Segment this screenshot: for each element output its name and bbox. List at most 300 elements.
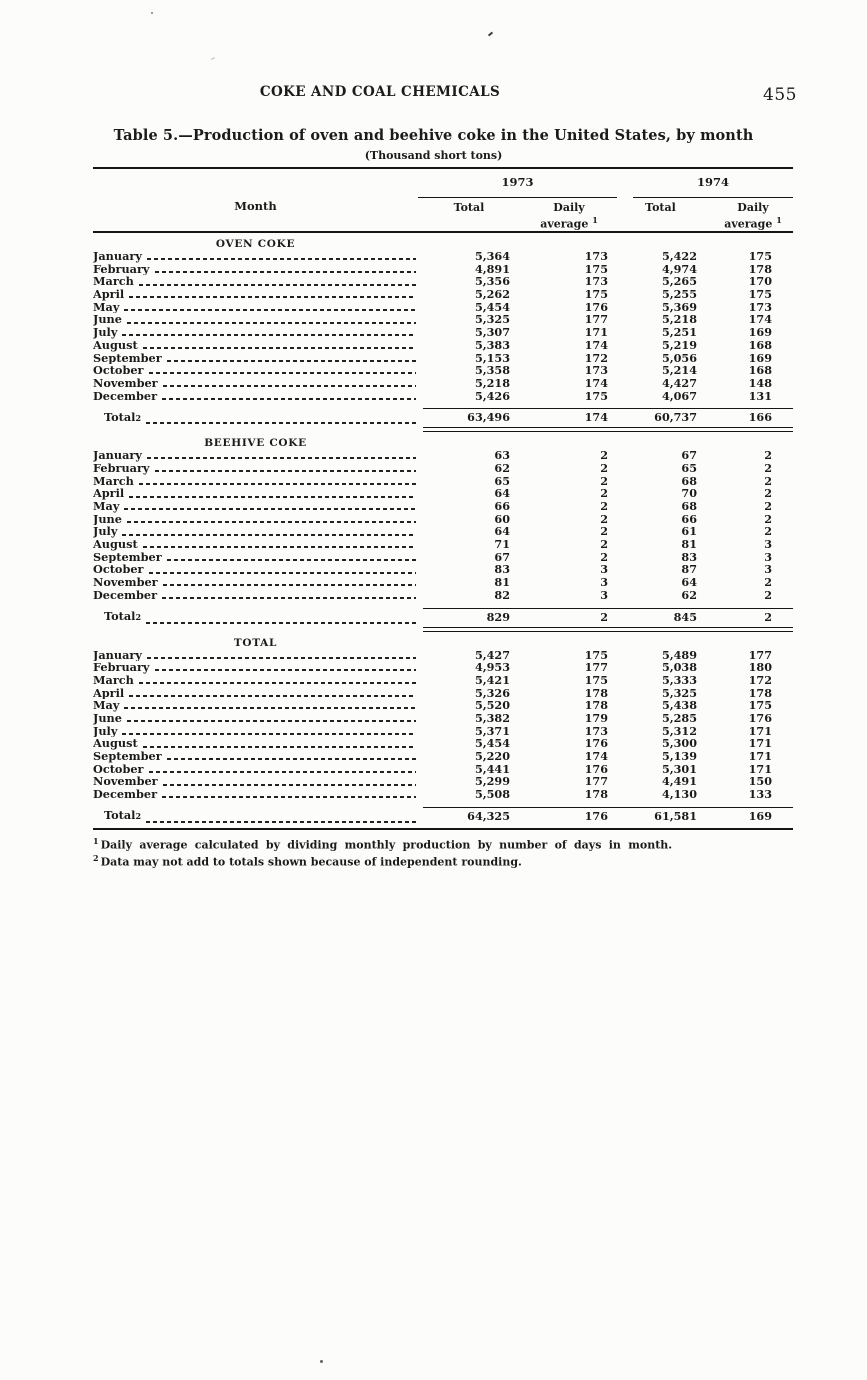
value-cell: 5,285 [661,710,697,725]
value-cell: 4,891 [474,261,510,276]
value-cell: 168 [748,337,772,352]
month-label: September [93,351,162,365]
value-cell: 5,251 [661,325,697,340]
daily-header-line2: average [724,217,773,231]
total-value-cell: 169 [748,808,772,823]
value-cell: 5,356 [474,274,510,289]
value-cell: 5,326 [474,685,510,700]
footnote-1-text: Daily average calculated by dividing monthly production by number of days in month. [100,838,673,852]
total-row [93,609,793,626]
value-cell: 148 [748,375,772,390]
value-cell: 175 [584,672,608,687]
value-cell: 5,312 [661,723,697,738]
month-cell [93,525,418,538]
month-label: May [93,300,120,314]
column-header-total-1974: Total [645,201,676,214]
table-row [93,661,793,674]
month-cell [93,750,418,763]
month-cell [93,737,418,750]
value-cell: 67 [681,448,697,463]
value-cell: 5,218 [661,312,697,327]
value-cell: 170 [748,274,772,289]
leader-dashes [155,470,417,472]
table-row [93,712,793,725]
total-footnote-marker: 2 [135,412,142,423]
value-cell: 175 [584,287,608,302]
value-cell: 3 [764,562,772,577]
month-label: May [93,500,120,513]
value-cell: 66 [494,499,510,513]
value-cell: 178 [584,787,608,802]
month-cell [93,576,418,589]
value-cell: 2 [600,473,608,488]
value-cell: 82 [494,587,510,602]
leader-dashes [127,521,416,523]
table-row [93,339,793,352]
value-cell: 131 [748,388,772,403]
month-label: April [93,487,125,501]
column-header-daily-average-1974 [705,202,801,231]
leader-dashes [127,720,416,722]
leader-dashes [124,707,416,709]
table-body [93,237,793,825]
value-cell: 4,427 [661,375,697,390]
table-row [93,589,793,602]
month-cell [93,377,418,390]
total-value-cell: 174 [584,410,608,425]
table-section [93,436,793,631]
value-cell: 172 [584,350,608,365]
leader-dashes [139,483,416,485]
value-cell: 5,441 [474,761,510,776]
leader-dashes [167,758,416,760]
table-row [93,364,793,377]
table-row [93,538,793,551]
value-cell: 61 [681,524,697,539]
value-cell: 176 [584,736,608,751]
value-cell: 176 [584,299,608,314]
value-cell: 171 [584,325,608,340]
column-header-total-1973: Total [453,201,485,214]
year-header-1973: 1973 [418,175,617,198]
month-label: February [93,262,150,276]
value-cell: 5,454 [474,736,510,751]
value-cell: 2 [600,499,608,513]
value-cell: 178 [748,261,772,276]
page-number: 455 [763,85,797,105]
month-label: September [93,750,162,763]
value-cell: 5,299 [474,774,510,789]
value-cell: 2 [764,486,772,501]
value-cell: 68 [681,499,697,513]
month-cell [93,712,418,725]
value-cell: 87 [681,562,697,577]
footnotes [93,835,793,869]
value-cell: 5,301 [661,761,697,776]
month-label: October [93,762,144,776]
value-cell: 2 [600,511,608,526]
leader-dashes [163,784,416,786]
month-cell [93,775,418,788]
value-cell: 5,262 [474,287,510,302]
value-cell: 177 [584,660,608,675]
month-label: July [93,525,118,539]
value-cell: 81 [681,537,697,552]
month-cell [93,725,418,738]
table-row [93,390,793,403]
month-cell [93,487,418,500]
value-cell: 179 [584,710,608,725]
total-label-cell [93,409,418,427]
value-cell: 64 [494,486,510,501]
leader-dashes [155,669,417,671]
value-cell: 177 [584,312,608,327]
month-label: January [93,648,142,662]
month-cell [93,699,418,712]
section-label: OVEN COKE [215,238,296,250]
total-footnote-marker: 2 [135,811,142,822]
daily-footnote-marker: 1 [592,215,598,225]
value-cell: 5,214 [661,363,697,378]
leader-dashes [163,385,416,387]
month-label: June [93,313,122,327]
table-row [93,750,793,763]
value-cell: 5,300 [661,736,697,751]
value-cell: 5,325 [661,685,697,700]
total-value-cell: 176 [584,808,608,823]
month-cell [93,263,418,276]
value-cell: 2 [764,473,772,488]
leader-dashes [122,334,416,336]
value-cell: 171 [748,723,772,738]
value-cell: 175 [584,647,608,662]
value-cell: 5,255 [661,287,697,302]
total-row [93,808,793,825]
value-cell: 5,325 [474,312,510,327]
month-cell [93,449,418,462]
value-cell: 2 [764,499,772,513]
month-cell [93,674,418,687]
month-cell [93,288,418,301]
table-row [93,788,793,801]
leader-dashes [124,309,416,311]
value-cell: 2 [764,511,772,526]
value-cell: 5,358 [474,363,510,378]
value-cell: 4,974 [661,261,697,276]
table-row [93,288,793,301]
value-cell: 171 [748,736,772,751]
total-value-cell: 166 [748,410,772,425]
value-cell: 5,038 [661,660,697,675]
value-cell: 174 [584,375,608,390]
value-cell: 5,520 [474,698,510,713]
leader-dashes [122,534,416,536]
table-section [93,636,793,825]
leader-dashes [143,546,416,548]
running-head: COKE AND COAL CHEMICALS [259,84,501,100]
daily-header-line1: Daily [737,201,769,214]
value-cell: 5,369 [661,299,697,314]
month-cell [93,313,418,326]
month-cell [93,250,418,263]
value-cell: 67 [494,549,510,564]
table-row [93,377,793,390]
scan-speck [211,57,215,60]
section-rows [93,449,793,601]
table-row [93,462,793,475]
table-row [93,674,793,687]
month-cell [93,551,418,564]
value-cell: 2 [764,460,772,475]
scan-speck [151,12,153,14]
value-cell: 5,489 [661,647,697,662]
leader-dashes [167,360,416,362]
total-value-cell: 60,737 [654,410,697,425]
month-cell [93,763,418,776]
value-cell: 4,953 [474,660,510,675]
table-title: Table 5.—Production of oven and beehive coke in the United States, by month [113,127,754,144]
section-rows [93,250,793,402]
total-row-bottom-double-rule [423,427,793,432]
scan-speck [320,1360,323,1363]
value-cell: 5,382 [474,710,510,725]
total-value-cell: 2 [764,609,772,624]
month-cell [93,513,418,526]
table-section [93,237,793,432]
value-cell: 173 [584,363,608,378]
value-cell: 2 [764,524,772,539]
value-cell: 176 [748,710,772,725]
leader-dashes [155,271,417,273]
total-label-cell [93,807,418,825]
value-cell: 171 [748,749,772,763]
month-cell [93,475,418,488]
month-cell [93,649,418,662]
total-value-cell: 64,325 [467,808,510,823]
month-cell [93,275,418,288]
month-label: June [93,711,122,725]
month-cell [93,352,418,365]
daily-header-line2: average [540,217,589,231]
value-cell: 5,219 [661,337,697,352]
month-label: July [93,326,118,339]
value-cell: 5,333 [661,672,697,687]
value-cell: 83 [681,549,697,564]
footnote-1 [93,835,793,852]
value-cell: 174 [584,749,608,763]
month-cell [93,326,418,339]
month-cell [93,687,418,700]
value-cell: 173 [584,274,608,289]
value-cell: 175 [584,388,608,403]
value-cell: 2 [600,537,608,552]
leader-dashes [149,372,416,374]
value-cell: 71 [494,537,510,552]
column-header-daily-average-1973 [520,202,618,231]
month-cell [93,788,418,801]
value-cell: 5,426 [474,388,510,403]
leader-dashes [147,258,416,260]
value-cell: 68 [681,473,697,488]
value-cell: 2 [600,486,608,501]
leader-dashes [163,584,416,586]
daily-header-line1: Daily [553,201,585,214]
leader-dashes [147,457,416,459]
month-label: October [93,364,144,377]
month-cell [93,301,418,314]
value-cell: 5,454 [474,299,510,314]
value-cell: 175 [748,698,772,713]
value-cell: 64 [494,524,510,539]
value-cell: 133 [748,787,772,802]
value-cell: 175 [748,287,772,302]
value-cell: 176 [584,761,608,776]
value-cell: 62 [494,460,510,475]
leader-dashes [122,733,416,735]
table-row [93,326,793,339]
month-cell [93,538,418,551]
leader-dashes [167,559,416,561]
leader-dashes [139,682,416,684]
total-label: Total [104,409,136,424]
value-cell: 5,307 [474,325,510,340]
leader-dashes [162,796,416,798]
value-cell: 5,422 [661,249,697,263]
month-cell [93,462,418,475]
month-label: August [93,737,138,751]
table-subtitle: (Thousand short tons) [364,149,503,162]
month-label: December [93,588,158,602]
table-header-bottom-rule [93,231,793,233]
table-bottom-rule [93,828,793,830]
value-cell: 3 [600,575,608,590]
month-label: January [93,250,142,263]
month-label: July [93,724,118,738]
statistics-table [93,167,793,869]
value-cell: 3 [764,549,772,564]
value-cell: 81 [494,575,510,590]
value-cell: 5,371 [474,723,510,738]
month-label: April [93,686,125,700]
footnote-1-marker: 1 [93,835,99,846]
total-footnote-marker: 2 [135,612,142,622]
month-label: April [93,288,125,301]
value-cell: 2 [764,587,772,602]
value-cell: 2 [764,575,772,590]
leader-dashes [127,322,416,324]
leader-dashes [143,746,416,748]
total-row-bottom-double-rule [423,627,793,632]
value-cell: 3 [600,587,608,602]
value-cell: 173 [584,723,608,738]
value-cell: 178 [584,685,608,700]
leader-dashes [129,695,416,697]
column-header-month: Month [234,199,277,213]
footnote-2-marker: 2 [93,852,99,863]
leader-dashes [147,657,416,659]
leader-dashes [124,508,416,510]
month-cell [93,500,418,513]
value-cell: 2 [600,524,608,539]
month-label: December [93,389,158,403]
value-cell: 5,427 [474,647,510,662]
leader-dashes [149,771,416,773]
value-cell: 175 [584,261,608,276]
value-cell: 5,438 [661,698,697,713]
value-cell: 64 [681,575,697,590]
value-cell: 83 [494,562,510,577]
value-cell: 3 [600,562,608,577]
month-label: March [93,673,134,687]
value-cell: 178 [748,685,772,700]
month-label: November [93,775,158,789]
year-header-1974: 1974 [633,175,793,198]
leader-dashes [162,597,416,599]
value-cell: 5,139 [661,749,697,763]
value-cell: 4,130 [661,787,697,802]
leader-dashes [162,398,416,400]
total-value-cell: 829 [486,609,510,624]
table-header [93,169,793,231]
total-value-cell: 63,496 [467,410,510,425]
value-cell: 5,383 [474,337,510,352]
value-cell: 171 [748,761,772,776]
total-label: Total [104,808,136,823]
footnote-2-text: Data may not add to totals shown because of independent rounding. [100,855,522,869]
value-cell: 4,067 [661,388,697,403]
table-row [93,250,793,263]
month-label: March [93,474,134,488]
value-cell: 62 [681,587,697,602]
month-label: February [93,461,150,475]
value-cell: 70 [681,486,697,501]
scan-speck [488,32,493,37]
value-cell: 174 [584,337,608,352]
value-cell: 3 [764,537,772,552]
value-cell: 66 [681,511,697,526]
month-label: March [93,275,134,289]
month-cell [93,563,418,576]
month-cell [93,589,418,602]
month-label: June [93,512,122,526]
value-cell: 5,364 [474,249,510,263]
section-label: BEEHIVE COKE [204,437,307,450]
month-label: September [93,550,162,564]
value-cell: 177 [584,774,608,789]
value-cell: 174 [748,312,772,327]
value-cell: 60 [494,511,510,526]
month-cell [93,390,418,403]
total-row [93,409,793,426]
value-cell: 5,220 [474,749,510,763]
value-cell: 2 [600,460,608,475]
value-cell: 168 [748,363,772,378]
value-cell: 5,153 [474,350,510,365]
month-label: August [93,538,138,551]
value-cell: 2 [600,448,608,463]
value-cell: 2 [764,448,772,463]
value-cell: 2 [600,549,608,564]
month-label: November [93,376,158,390]
total-value-cell: 845 [673,609,697,624]
footnote-2 [93,852,793,869]
month-label: January [93,449,142,462]
value-cell: 178 [584,698,608,713]
leader-dashes [139,284,416,286]
month-cell [93,661,418,674]
total-label: Total [104,609,136,623]
leader-dashes [149,572,416,574]
